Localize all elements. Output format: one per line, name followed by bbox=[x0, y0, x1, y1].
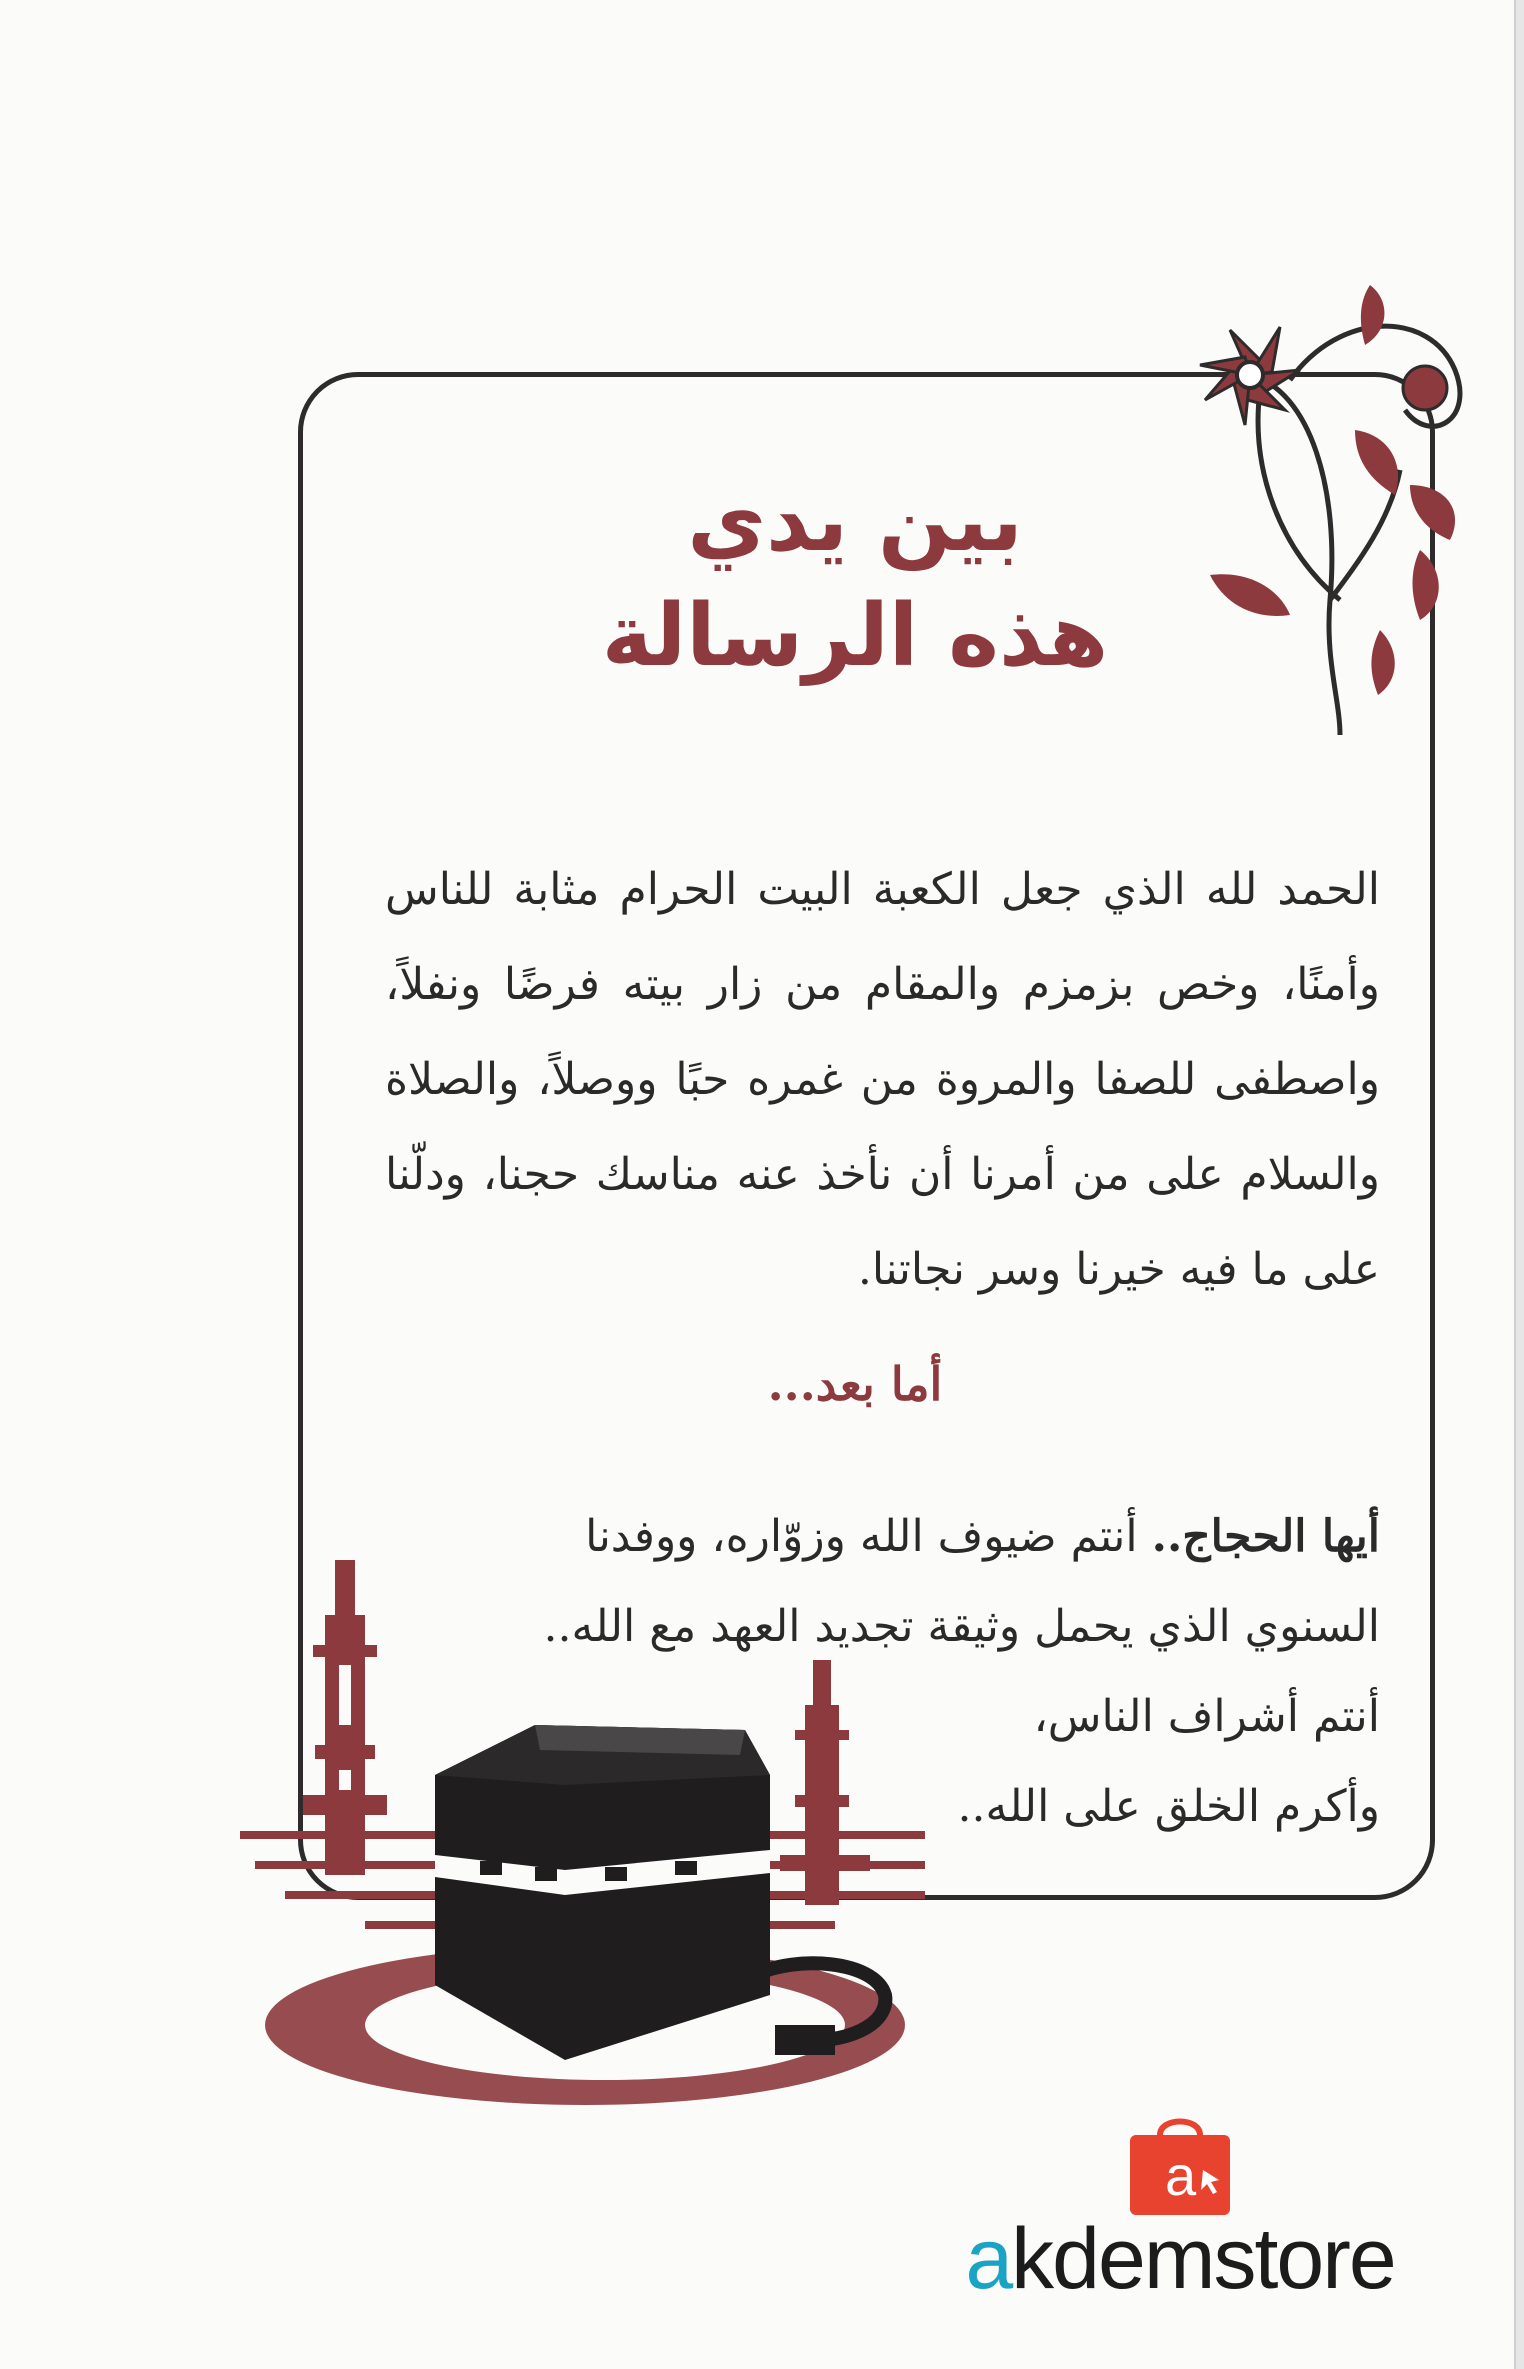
akdemstore-watermark bbox=[920, 2115, 1440, 2325]
kaaba-illustration-icon bbox=[235, 1555, 935, 2115]
body-line-4: وأكرم الخلق على الله.. bbox=[957, 1781, 1380, 1832]
title-line-2: هذه الرسالة bbox=[601, 586, 1109, 686]
body-line-2: السنوي الذي يحمل وثيقة تجديد العهد مع الله.. bbox=[543, 1601, 1380, 1652]
bag-letter: a bbox=[1165, 2144, 1197, 2207]
body-line-3: أنتم أشراف الناس، bbox=[1033, 1691, 1380, 1742]
intro-text: الحمد لله الذي جعل الكعبة البيت الحرام مثابة للناس وأمنًا، وخص بزمزم والمقام من زار بيته فرضًا ونفلاً، واصطفى للصفا والمروة من غمره حبًا ووصلاً، والصلاة والسلام على من أمرنا أن نأخذ عنه مناسك حجنا، ودلّنا على ما فيه خيرنا وسر نجاتنا. bbox=[385, 864, 1381, 1295]
brand-name bbox=[920, 2210, 1440, 2309]
body-bold-opening: أيها الحجاج.. bbox=[1151, 1511, 1380, 1562]
brand-accent: a bbox=[965, 2211, 1012, 2307]
shopping-bag-icon bbox=[1125, 2115, 1235, 2215]
title-line-1: بين يدي bbox=[687, 471, 1023, 571]
page-edge-shadow bbox=[1514, 0, 1516, 2369]
intro-paragraph bbox=[385, 842, 1380, 1317]
body-line-1-rest: أنتم ضيوف الله وزوّاره، ووفدنا bbox=[585, 1511, 1152, 1562]
subheading: أما بعد... bbox=[767, 1357, 943, 1411]
page-edge bbox=[1516, 0, 1524, 2369]
bud bbox=[1403, 366, 1447, 410]
brand-rest: kdemstore bbox=[1011, 2211, 1395, 2307]
